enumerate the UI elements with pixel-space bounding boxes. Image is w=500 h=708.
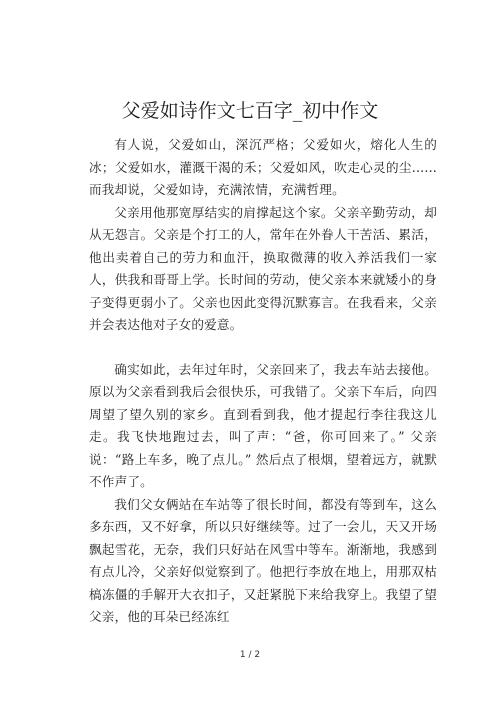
- document-body: [89, 134, 437, 629]
- page-number: 1 / 2: [239, 650, 261, 660]
- paragraph-1: 有人说，父爱如山，深沉严格；父爱如火，熔化人生的冰；父爱如水，灌溉干渴的禾；父爱如风，吹走心灵的尘......而我却说，父爱如诗，充满浓情，充满哲理。: [89, 137, 437, 197]
- paragraph-4: 我们父女俩站在车站等了很长时间，都没有等到车，这么多东西，又不好拿，所以只好继续等。过了一会儿，天又开场飘起雪花，无奈，我们只好站在风雪中等车。渐渐地，我感到有点儿冷，父亲好似觉察到了。他把行李放在地上，用那双枯槁冻僵的手解开大衣扣子，又赶紧脱下来给我穿上。我望了望父亲，他的耳朵已经冻红: [89, 496, 437, 624]
- paragraph-2: 父亲用他那宽厚结实的肩撑起这个家。父亲辛勤劳动，却从无怨言。父亲是个打工的人，常年在外眷人干苦活、累活，他出卖着自己的劳力和血汗，换取微薄的收入养活我们一家人，供我和哥哥上学。长时间的劳动，使父亲本来就矮小的身子变得更弱小了。父亲也因此变得沉默寡言。在我看来，父亲并会表达他对子女的爱意。: [89, 204, 437, 332]
- paragraph-3: 确实如此，去年过年时，父亲回来了，我去车站去接他。原以为父亲看到我后会很快乐，可我错了。父亲下车后，向四周望了望久别的家乡。直到看到我，他才提起行李往我这儿走。我飞快地跑过去，叫了声：“爸，你可回来了。” 父亲说：“路上车多，晚了点儿。” 然后点了根烟，望着远方，就默不作声了。: [89, 361, 437, 489]
- document-title: 父爱如诗作文七百字_初中作文: [121, 100, 379, 122]
- paragraph-spacer: [89, 337, 437, 359]
